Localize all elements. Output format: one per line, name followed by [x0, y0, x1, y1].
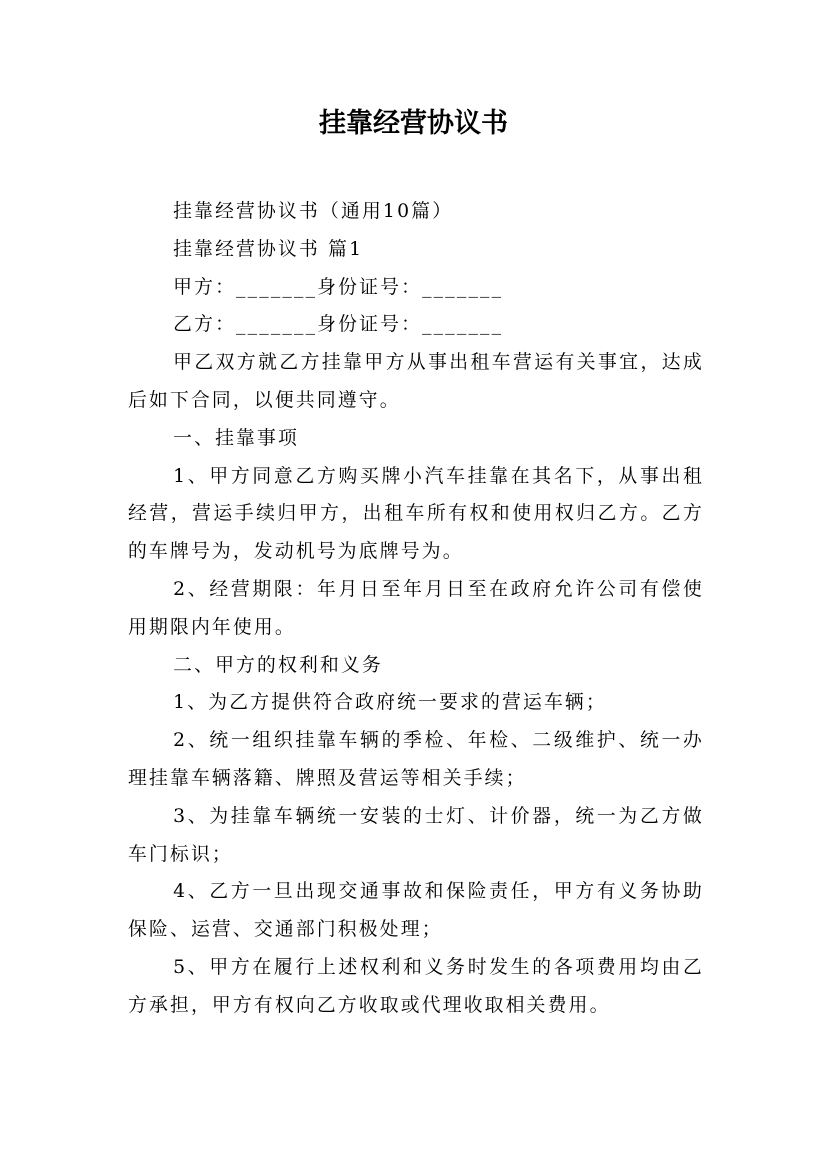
paragraph-clause-2-1: 1、为乙方提供符合政府统一要求的营运车辆； — [173, 692, 607, 714]
paragraph-clause-1-2: 2、经营期限：年月日至年月日至在政府允许公司有偿使用期限内年使用。 — [128, 578, 704, 638]
paragraph-clause-2-2: 2、统一组织挂靠车辆的季检、年检、二级维护、统一办理挂靠车辆落籍、牌照及营运等相关手续； — [128, 730, 704, 789]
paragraph-clause-2-3: 3、为挂靠车辆统一安装的士灯、计价器，统一为乙方做车门标识； — [128, 805, 704, 865]
paragraph-clause-2-4: 4、乙方一旦出现交通事故和保险责任，甲方有义务协助保险、运营、交通部门积极处理； — [128, 881, 704, 941]
document-title: 挂靠经营协议书 — [319, 108, 508, 139]
paragraph-party-b: 乙方：_______身份证号：_______ — [173, 314, 504, 336]
paragraph-collection-title: 挂靠经营协议书（通用10篇） — [173, 201, 454, 222]
paragraph-party-a: 甲方：_______身份证号：_______ — [173, 276, 504, 298]
paragraph-section-heading: 挂靠经营协议书 篇1 — [173, 238, 364, 260]
paragraph-clause-1-1: 1、甲方同意乙方购买牌小汽车挂靠在其名下，从事出租经营，营运手续归甲方，出租车所有权和使用权归乙方。乙方的车牌号为，发动机号为底牌号为。 — [128, 465, 704, 563]
paragraph-heading-affiliation: 一、挂靠事项 — [173, 427, 299, 449]
paragraph-clause-2-5: 5、甲方在履行上述权利和义务时发生的各项费用均由乙方承担，甲方有权向乙方收取或代理收取相关费用。 — [128, 956, 704, 1016]
paragraph-preamble: 甲乙双方就乙方挂靠甲方从事出租车营运有关事宜，达成后如下合同，以便共同遵守。 — [128, 352, 704, 411]
paragraph-heading-party-a-rights: 二、甲方的权利和义务 — [173, 654, 383, 676]
document-body — [128, 193, 704, 1025]
